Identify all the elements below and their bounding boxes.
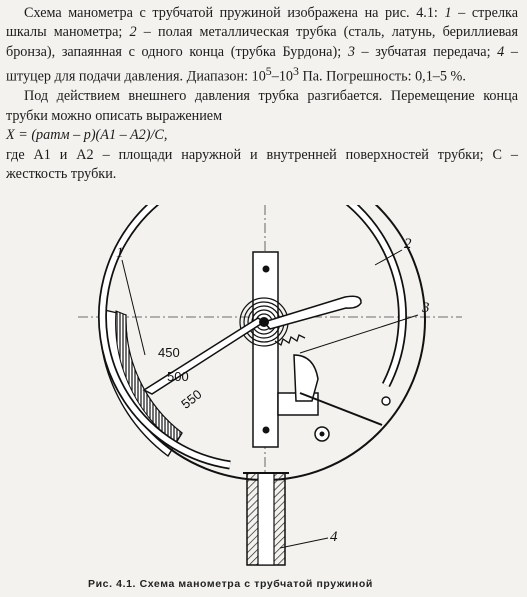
- screw-bottom: [263, 427, 270, 434]
- scale-label: 550: [178, 386, 205, 412]
- ref-number: 2: [129, 24, 137, 41]
- ref-number: 1: [444, 5, 452, 21]
- paragraph-principle: Под действием внешнего давления трубка разгибается. Перемещение конца трубки можно описать выражением: [6, 88, 518, 124]
- text-run: – зубчатая передача;: [354, 43, 498, 60]
- callout-1: 1: [116, 245, 124, 261]
- ref-number: 3: [347, 43, 355, 60]
- callout-3: 3: [422, 300, 430, 316]
- pivot-pin: [320, 432, 325, 437]
- manometer-drawing: [50, 205, 520, 567]
- manometer-figure: [50, 205, 520, 567]
- text-run: Па. Погрешность: 0,1–5 %.: [298, 68, 466, 85]
- text-run: – штуцер для подачи давления. Диапазон: 10: [6, 43, 518, 85]
- formula: X = (pатм – p)(A1 – A2)/C,: [6, 127, 168, 144]
- callout-2: 2: [404, 236, 412, 252]
- sector-lever: [294, 355, 318, 401]
- pressure-fitting: [243, 473, 289, 565]
- text-run: – полая металлическая трубка (сталь, латунь, бериллиевая бронза), запаянная с одного конца (трубка Бурдона);: [6, 24, 518, 60]
- exponent: 3: [293, 64, 299, 79]
- exponent: 5: [265, 64, 272, 79]
- text-run: –10: [271, 68, 293, 85]
- body-text: [6, 4, 518, 184]
- text-run: Схема манометра с трубчатой пружиной изображена на рис. 4.1:: [24, 5, 445, 21]
- paragraph-description: [6, 4, 518, 87]
- leader-line-4: [280, 538, 328, 548]
- scale-label: 450: [158, 345, 180, 360]
- callout-4: 4: [330, 529, 338, 545]
- ref-number: 4: [497, 43, 505, 60]
- pointer-axis: [259, 317, 269, 327]
- scale-label: 500: [167, 369, 189, 384]
- figure-caption: Рис. 4.1. Схема манометра с трубчатой пружиной: [88, 578, 373, 590]
- tube-end-pin: [382, 397, 390, 405]
- text-run: – стрелка шкалы манометра;: [6, 5, 518, 41]
- holder-plate: [253, 252, 278, 447]
- paragraph-definitions: где A1 и A2 – площади наружной и внутренней поверхностей трубки; C – жесткость трубки.: [6, 146, 518, 182]
- screw-top: [263, 266, 270, 273]
